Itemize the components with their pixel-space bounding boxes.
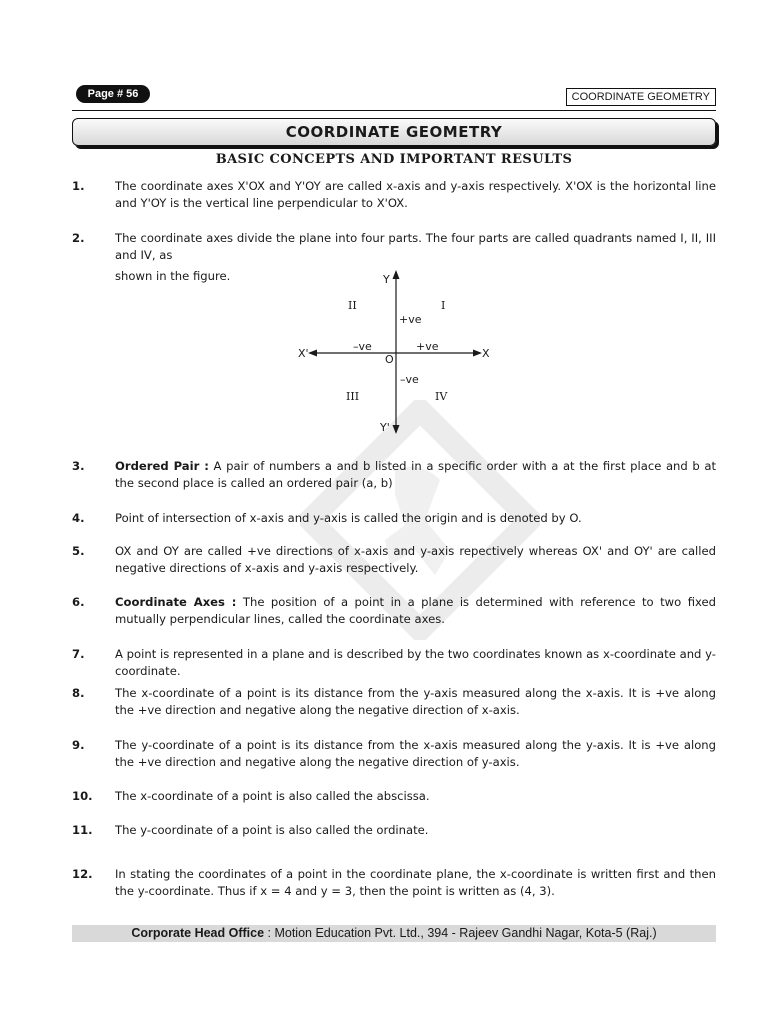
quadrant-2-label: II [348,299,357,312]
x-prime-axis-label: X' [298,347,309,360]
item-number: 10. [72,789,93,803]
header-divider [72,110,716,111]
item-text: Coordinate Axes : The position of a point in a plane is determined with reference to two fixed mutually perpendicular lines, called the coordinate axes. [115,595,716,626]
item-number: 6. [72,595,85,609]
item-number: 9. [72,738,85,752]
item-number: 8. [72,686,85,700]
item-text: The x-coordinate of a point is also called the abscissa. [115,789,430,803]
item-number: 7. [72,647,85,661]
item-text: A point is represented in a plane and is described by the two coordinates known as x-coordinate and y-coordinate. [115,647,716,678]
footer-text: : Motion Education Pvt. Ltd., 394 - Rajeev Gandhi Nagar, Kota-5 (Raj.) [264,926,657,940]
quadrant-figure [290,266,500,438]
page-title: COORDINATE GEOMETRY [72,118,716,146]
item-term: Ordered Pair : [115,459,209,473]
y-prime-arrow-icon [393,425,400,434]
negative-y-label: –ve [400,373,419,386]
x-prime-arrow-icon [308,350,317,357]
section-tag: COORDINATE GEOMETRY [566,88,716,106]
x-arrow-icon [473,350,482,357]
quadrant-4-label: IV [435,390,448,403]
item-number: 12. [72,867,93,881]
footer-address [72,925,716,942]
origin-label: O [385,353,394,366]
y-arrow-icon [393,270,400,279]
positive-y-label: +ve [399,313,422,326]
negative-x-label: –ve [353,340,372,353]
item-text: The x-coordinate of a point is its distance from the y-axis measured along the x-axis. It is +ve along the +ve direction and negative along the negative direction of x-axis. [115,686,716,717]
item-number: 3. [72,459,85,473]
positive-x-label: +ve [416,340,439,353]
page-number-badge: Page # 56 [76,85,150,103]
y-prime-axis-label: Y' [380,421,390,434]
item-term: Coordinate Axes : [115,595,237,609]
item-text-continued: shown in the figure. [115,269,231,283]
item-number: 1. [72,179,85,193]
item-text: The y-coordinate of a point is also called the ordinate. [115,823,429,837]
item-number: 2. [72,231,85,245]
footer-label: Corporate Head Office [131,926,265,940]
item-text: The coordinate axes divide the plane into four parts. The four parts are called quadrants named I, II, III and IV, as [115,231,716,262]
item-number: 4. [72,511,85,525]
y-axis-label: Y [383,273,390,286]
item-number: 5. [72,544,85,558]
item-text: OX and OY are called +ve directions of x-axis and y-axis repectively whereas OX' and OY' are called negative directions of x-axis and y-axis respectively. [115,544,716,575]
x-axis-label: X [482,347,490,360]
item-text: Point of intersection of x-axis and y-axis is called the origin and is denoted by O. [115,511,582,525]
item-text: The coordinate axes X'OX and Y'OY are called x-axis and y-axis respectively. X'OX is the horizontal line and Y'OY is the vertical line perpendicular to X'OX. [115,179,716,210]
item-text: Ordered Pair : A pair of numbers a and b listed in a specific order with a at the first place and b at the second place is called an ordered pair (a, b) [115,459,717,490]
item-text: The y-coordinate of a point is its distance from the x-axis measured along the y-axis. It is +ve along the +ve direction and negative along the negative direction of y-axis. [115,738,716,769]
item-text: In stating the coordinates of a point in the coordinate plane, the x-coordinate is written first and then the y-coordinate. Thus if x = 4 and y = 3, then the point is written as (4, 3). [115,867,716,898]
page-subtitle: BASIC CONCEPTS AND IMPORTANT RESULTS [215,152,573,167]
quadrant-1-label: I [441,299,446,312]
quadrant-3-label: III [346,390,360,403]
item-number: 11. [72,823,93,837]
